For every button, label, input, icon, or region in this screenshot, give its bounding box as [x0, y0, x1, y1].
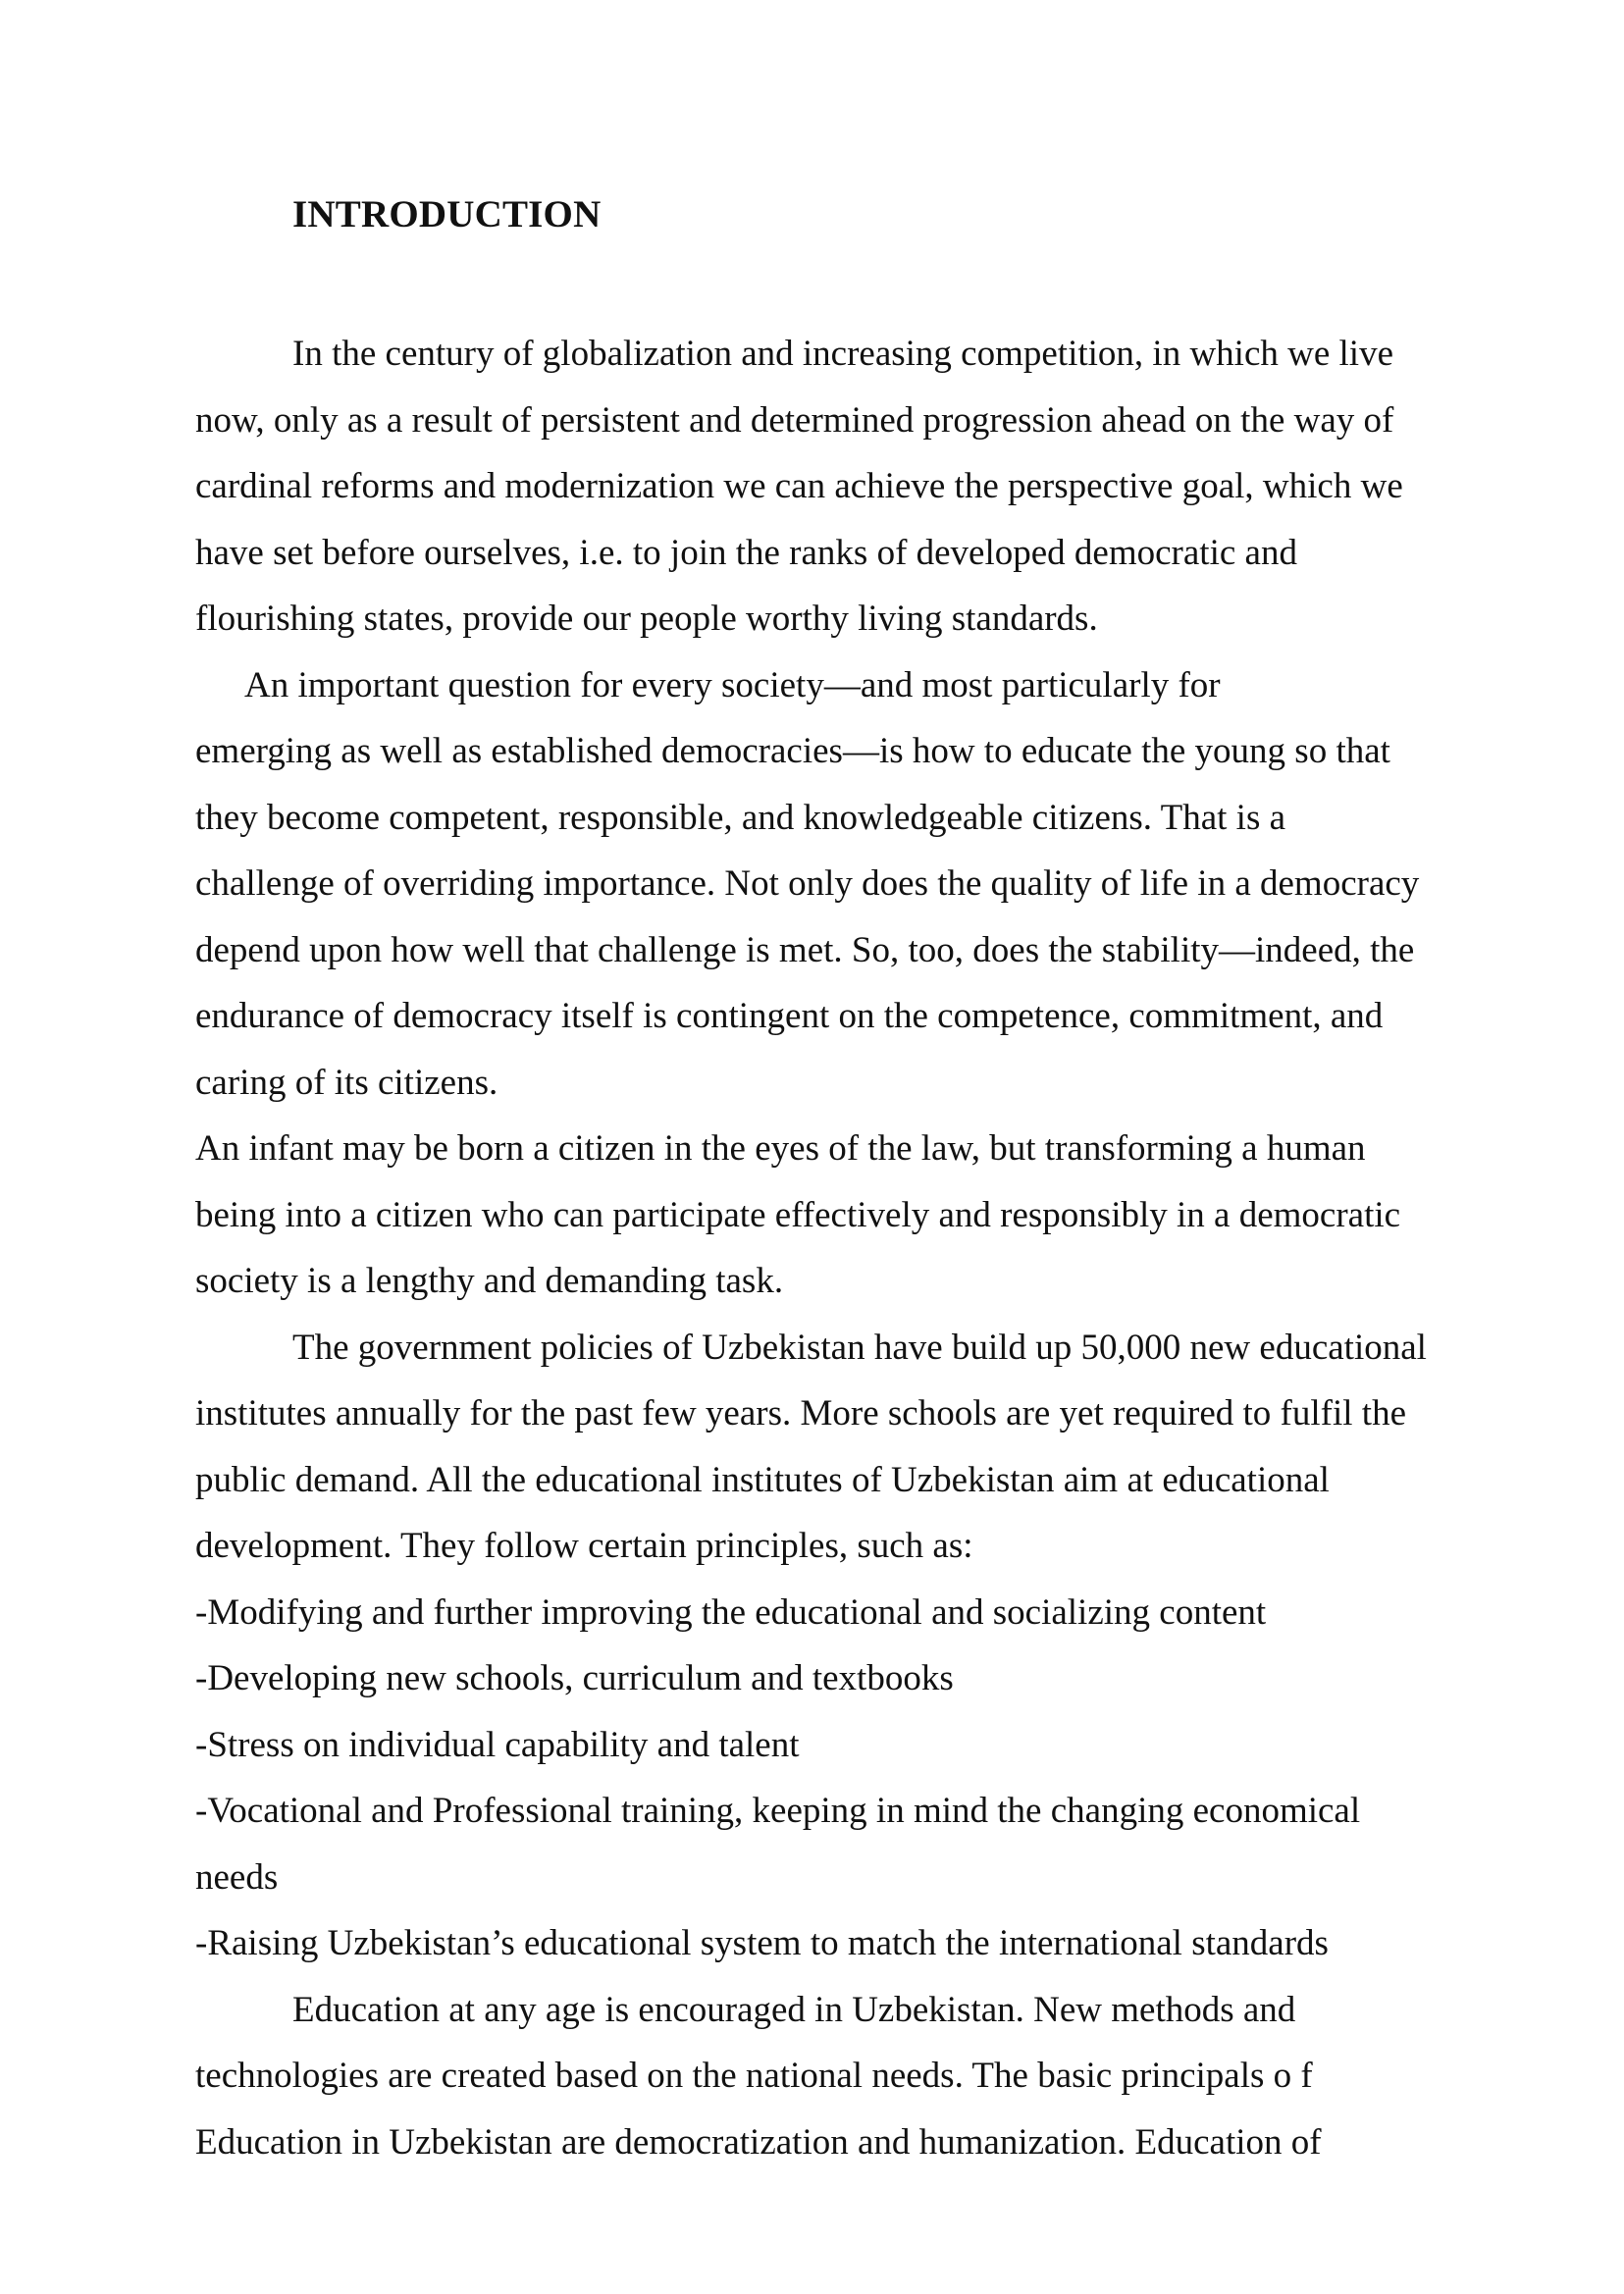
text-line: now, only as a result of persistent and determined progression ahead on the way of [195, 399, 1394, 441]
text-line: society is a lengthy and demanding task. [195, 1261, 784, 1301]
text-line: cardinal reforms and modernization we can achieve the perspective goal, which we [195, 466, 1403, 506]
text-line: challenge of overriding importance. Not only does the quality of life in a democracy [195, 863, 1420, 904]
text-line: technologies are created based on the national needs. The basic principals o f [195, 2056, 1313, 2096]
text-line: -Raising Uzbekistan’s educational system to match the international standards [195, 1923, 1329, 1963]
text-line: have set before ourselves, i.e. to join the ranks of developed democratic and [195, 532, 1297, 573]
text-line: institutes annually for the past few years. More schools are yet required to fulfil the [195, 1393, 1406, 1434]
text-line: endurance of democracy itself is contingent on the competence, commitment, and [195, 996, 1384, 1036]
text-line: An infant may be born a citizen in the eyes of the law, but transforming a human [195, 1128, 1366, 1169]
text-line: -Modifying and further improving the educational and socializing content [195, 1591, 1267, 1633]
text-line: caring of its citizens. [195, 1062, 498, 1103]
body-text [195, 321, 1500, 2175]
text-line: An important question for every society—and most particularly for [244, 664, 1221, 705]
page-title: INTRODUCTION [292, 193, 602, 235]
text-line: -Developing new schools, curriculum and textbooks [195, 1658, 954, 1698]
text-line: The government policies of Uzbekistan have build up 50,000 new educational [292, 1327, 1427, 1368]
text-line: being into a citizen who can participate effectively and responsibly in a democratic [195, 1194, 1401, 1235]
text-line: Education at any age is encouraged in Uzbekistan. New methods and [292, 1989, 1296, 2030]
text-line: flourishing states, provide our people worthy living standards. [195, 599, 1098, 639]
text-line: they become competent, responsible, and knowledgeable citizens. That is a [195, 797, 1286, 838]
text-line: emerging as well as established democracies—is how to educate the young so that [195, 731, 1390, 771]
text-line: Education in Uzbekistan are democratization and humanization. Education of [195, 2121, 1322, 2163]
text-line: -Vocational and Professional training, keeping in mind the changing economical [195, 1791, 1361, 1831]
text-line: needs [195, 1856, 279, 1898]
text-line: In the century of globalization and increasing competition, in which we live [292, 334, 1393, 374]
text-line: depend upon how well that challenge is met. So, too, does the stability—indeed, the [195, 929, 1415, 970]
text-line: public demand. All the educational institutes of Uzbekistan aim at educational [195, 1459, 1330, 1500]
text-line: development. They follow certain principles, such as: [195, 1526, 973, 1566]
text-line: -Stress on individual capability and talent [195, 1724, 800, 1765]
